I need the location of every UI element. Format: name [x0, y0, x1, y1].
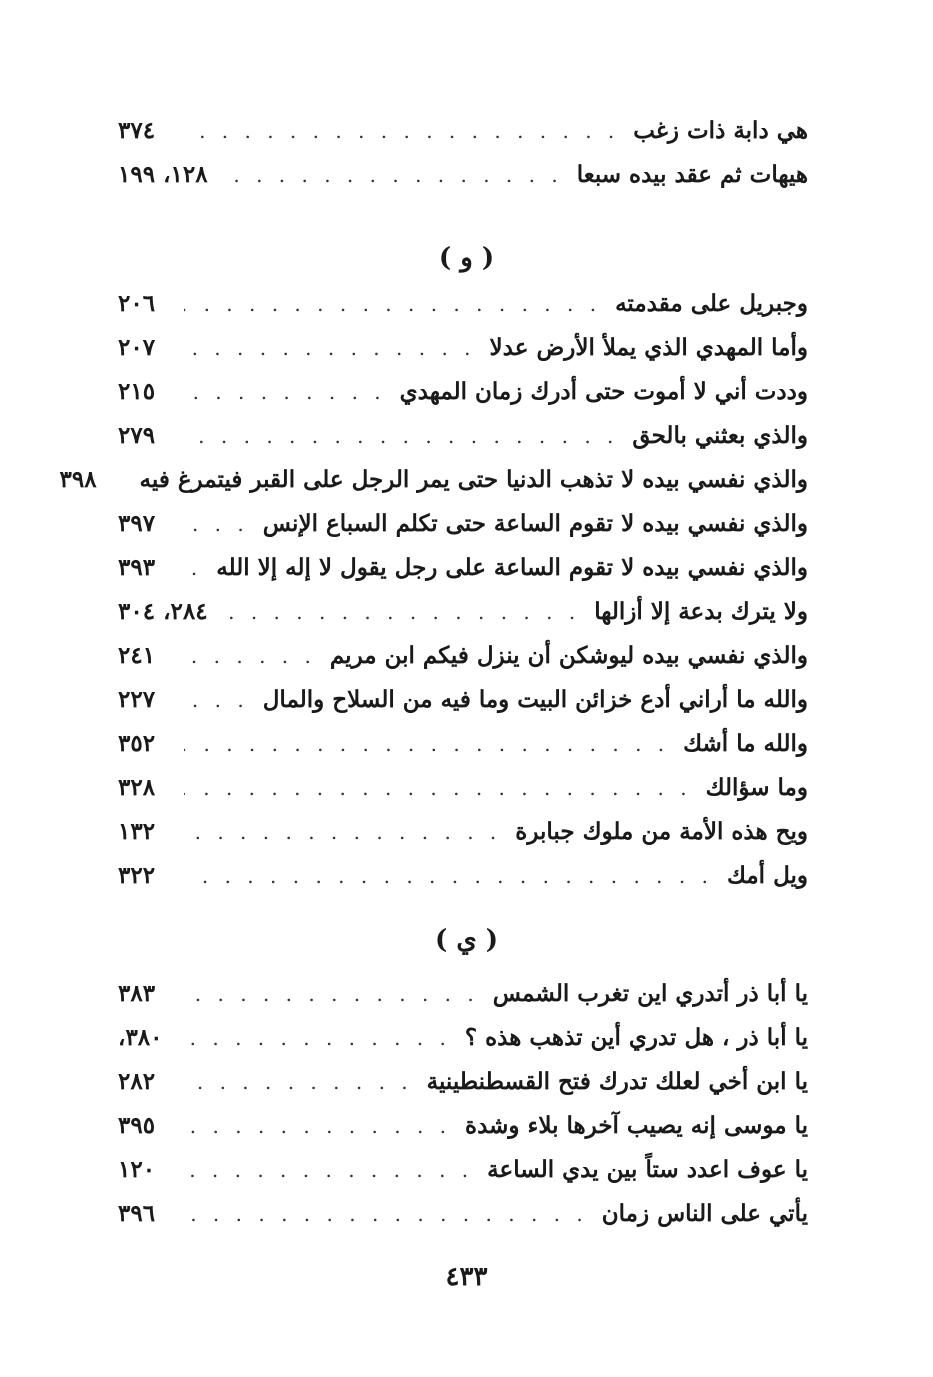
- entry-page-numbers: ٣٩٥: [118, 1112, 156, 1139]
- index-entry: [118, 1060, 808, 1104]
- index-group-ya: [118, 972, 808, 1236]
- dot-leader: [184, 634, 316, 678]
- index-entry: [118, 370, 808, 414]
- index-group-ha-continued: [118, 109, 808, 197]
- dot-leader: [184, 109, 619, 153]
- entry-page-numbers: ١٣٢: [118, 818, 156, 845]
- dot-leader: [184, 972, 479, 1016]
- entry-page-numbers: ٢٠٧: [118, 334, 156, 361]
- dot-leader: [184, 854, 713, 898]
- section-heading-waw: ( و ): [438, 243, 495, 273]
- entry-text: يا موسى إنه يصيب آخرها بلاء وشدة: [465, 1112, 808, 1139]
- dot-leader: [184, 326, 476, 370]
- dot-leader: [184, 678, 249, 722]
- section-heading-ya: ( ي ): [434, 925, 499, 955]
- entry-text: والله ما أراني أدع خزائن البيت وما فيه من السلاح والمال: [262, 686, 808, 713]
- entry-text: يا عوف اعدد ستاً بين يدي الساعة: [487, 1156, 808, 1183]
- entry-text: هي دابة ذات زغب: [633, 117, 808, 144]
- entry-page-numbers: ٣٧٤: [118, 117, 156, 144]
- index-entry: [118, 634, 808, 678]
- entry-text: والله ما أشك: [683, 730, 808, 757]
- entry-page-numbers: ٣٢٢: [118, 862, 156, 889]
- index-entry: [118, 722, 808, 766]
- index-entry: [118, 1148, 808, 1192]
- entry-page-numbers: ٢٢٧: [118, 686, 156, 713]
- entry-text: وددت أني لا أموت حتى أدرك زمان المهدي: [399, 378, 808, 405]
- entry-page-numbers: ١٢٠: [118, 1156, 156, 1183]
- index-entry: [118, 414, 808, 458]
- index-group-waw: [59, 282, 808, 898]
- dot-leader: [184, 282, 601, 326]
- entry-text: وأما المهدي الذي يملأ الأرض عدلا: [489, 334, 808, 361]
- entry-page-numbers: ٣٨٣: [118, 980, 156, 1007]
- entry-text: ولا يترك بدعة إلا أزالها: [594, 598, 808, 625]
- entry-text: والذي نفسي بيده لا تقوم الساعة على رجل يقول لا إله إلا الله: [216, 554, 808, 581]
- entry-text: وما سؤالك: [705, 774, 808, 801]
- dot-leader: [222, 590, 581, 634]
- entry-page-numbers: ٣٥٢: [118, 730, 156, 757]
- entry-text: هيهات ثم عقد بيده سبعا: [576, 161, 808, 188]
- index-entry: [118, 766, 808, 810]
- entry-page-numbers: ٣٨٠،: [118, 1024, 163, 1051]
- entry-text: يا ابن أخي لعلك تدرك فتح القسطنطينية: [426, 1068, 808, 1095]
- dot-leader: [184, 1192, 588, 1236]
- dot-leader: [184, 810, 501, 854]
- entry-page-numbers: ٢٨٤، ٣٠٤: [118, 598, 208, 625]
- index-entry: [118, 1104, 808, 1148]
- entry-text: ويل أمك: [726, 862, 808, 889]
- entry-page-numbers: ١٢٨، ١٩٩: [118, 161, 208, 188]
- entry-page-numbers: ٢٠٦: [118, 290, 156, 317]
- entry-page-numbers: ٢٤١: [118, 642, 156, 669]
- dot-leader: [222, 153, 563, 197]
- dot-leader: [184, 546, 202, 590]
- dot-leader: [184, 1016, 451, 1060]
- dot-leader: [184, 1148, 473, 1192]
- index-entry: [118, 678, 808, 722]
- dot-leader: [184, 722, 669, 766]
- index-entry: [118, 1192, 808, 1236]
- page-number: ٤٣٣: [445, 1262, 488, 1292]
- index-entry: [59, 458, 808, 502]
- dot-leader: [184, 1104, 451, 1148]
- entry-page-numbers: ٣٩٣: [118, 554, 156, 581]
- index-entry: [118, 109, 808, 153]
- index-entry: [118, 1016, 808, 1060]
- index-entry: [118, 810, 808, 854]
- entry-page-numbers: ٣٢٨: [118, 774, 156, 801]
- entry-page-numbers: ٣٩٦: [118, 1200, 156, 1227]
- entry-page-numbers: ٢٨٢: [118, 1068, 156, 1095]
- index-entry: [118, 282, 808, 326]
- entry-text: ويح هذه الأمة من ملوك جبابرة: [515, 818, 808, 845]
- entry-page-numbers: ٢٧٩: [118, 422, 156, 449]
- entry-text: وجبريل على مقدمته: [615, 290, 808, 317]
- index-entry: [118, 326, 808, 370]
- dot-leader: [184, 414, 618, 458]
- entry-text: والذي نفسي بيده لا تقوم الساعة حتى تكلم السباع الإنس: [262, 510, 808, 537]
- index-entry: [118, 590, 808, 634]
- index-entry: [118, 972, 808, 1016]
- entry-text: والذي نفسي بيده ليوشكن أن ينزل فيكم ابن مريم: [329, 642, 808, 669]
- index-entry: [118, 153, 808, 197]
- dot-leader: [184, 766, 692, 810]
- dot-leader: [184, 502, 249, 546]
- entry-text: يا أبا ذر أتدري اين تغرب الشمس: [492, 980, 808, 1007]
- index-entry: [118, 546, 808, 590]
- entry-page-numbers: ٢١٥: [118, 378, 156, 405]
- entry-page-numbers: ٣٩٧: [118, 510, 156, 537]
- index-entry: [118, 502, 808, 546]
- entry-page-numbers: ٣٩٨: [59, 466, 97, 493]
- entry-text: والذي نفسي بيده لا تذهب الدنيا حتى يمر الرجل على القبر فيتمرغ فيه: [139, 466, 808, 493]
- dot-leader: [184, 1060, 413, 1104]
- index-entry: [118, 854, 808, 898]
- entry-text: يأتي على الناس زمان: [601, 1200, 808, 1227]
- entry-text: يا أبا ذر ، هل تدري أين تذهب هذه ؟: [464, 1024, 808, 1051]
- dot-leader: [184, 370, 386, 414]
- entry-text: والذي بعثني بالحق: [632, 422, 808, 449]
